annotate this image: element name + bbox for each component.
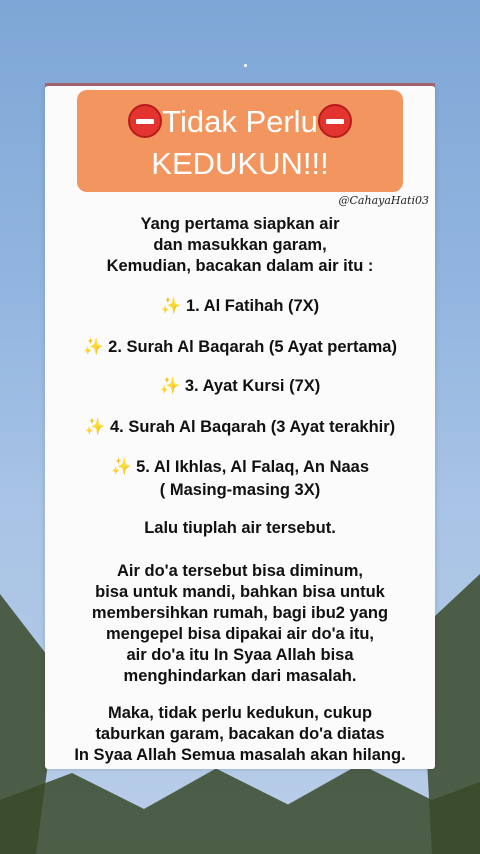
info-card [45, 86, 435, 769]
palm-canopy [0, 764, 480, 854]
para1-line-1: Air do'a tersebut bisa diminum, [117, 562, 363, 580]
sparkles-icon: ✨ [83, 338, 104, 356]
intro-line-3: Kemudian, bacakan dalam air itu : [106, 257, 374, 275]
para1-line-2: bisa untuk mandi, bahkan bisa untuk [95, 583, 385, 601]
para1-line-4: mengepel bisa dipakai air do'a itu, [106, 625, 374, 643]
no-entry-icon [128, 104, 162, 138]
title-line-2: KEDUKUN!!! [151, 146, 329, 181]
sparkles-icon: ✨ [160, 297, 182, 315]
para2-line-3: In Syaa Allah Semua masalah akan hilang. [74, 746, 406, 764]
list-item-5: ✨ 5. Al Ikhlas, Al Falaq, An Naas [110, 458, 370, 476]
intro-line-2: dan masukkan garam, [153, 236, 327, 254]
para1-line-6: menghindarkan dari masalah. [123, 667, 357, 685]
title-banner [77, 90, 403, 192]
para1-line-5: air do'a itu In Syaa Allah bisa [126, 646, 354, 664]
para2-line-1: Maka, tidak perlu kedukun, cukup [107, 704, 373, 722]
list-item-2: ✨ 2. Surah Al Baqarah (5 Ayat pertama) [83, 338, 397, 356]
sparkles-icon: ✨ [159, 377, 181, 395]
sparkles-icon: ✨ [110, 458, 132, 476]
sky-speck [244, 64, 247, 67]
no-entry-icon [318, 104, 352, 138]
list-item-5-sub: ( Masing-masing 3X) [159, 481, 321, 499]
intro-line-1: Yang pertama siapkan air [140, 215, 340, 233]
para1-line-3: membersihkan rumah, bagi ibu2 yang [91, 604, 389, 622]
list-item-3: ✨ 3. Ayat Kursi (7X) [159, 377, 321, 395]
list-item-4: ✨ 4. Surah Al Baqarah (3 Ayat terakhir) [84, 418, 396, 436]
title-line-1: Tidak Perlu [77, 104, 403, 140]
blow-instruction: Lalu tiuplah air tersebut. [144, 519, 336, 537]
watermark: @CahayaHati03 [338, 194, 429, 207]
sparkles-icon: ✨ [84, 418, 106, 436]
para2-line-2: taburkan garam, bacakan do'a diatas [95, 725, 385, 743]
list-item-1: ✨ 1. Al Fatihah (7X) [160, 297, 320, 315]
